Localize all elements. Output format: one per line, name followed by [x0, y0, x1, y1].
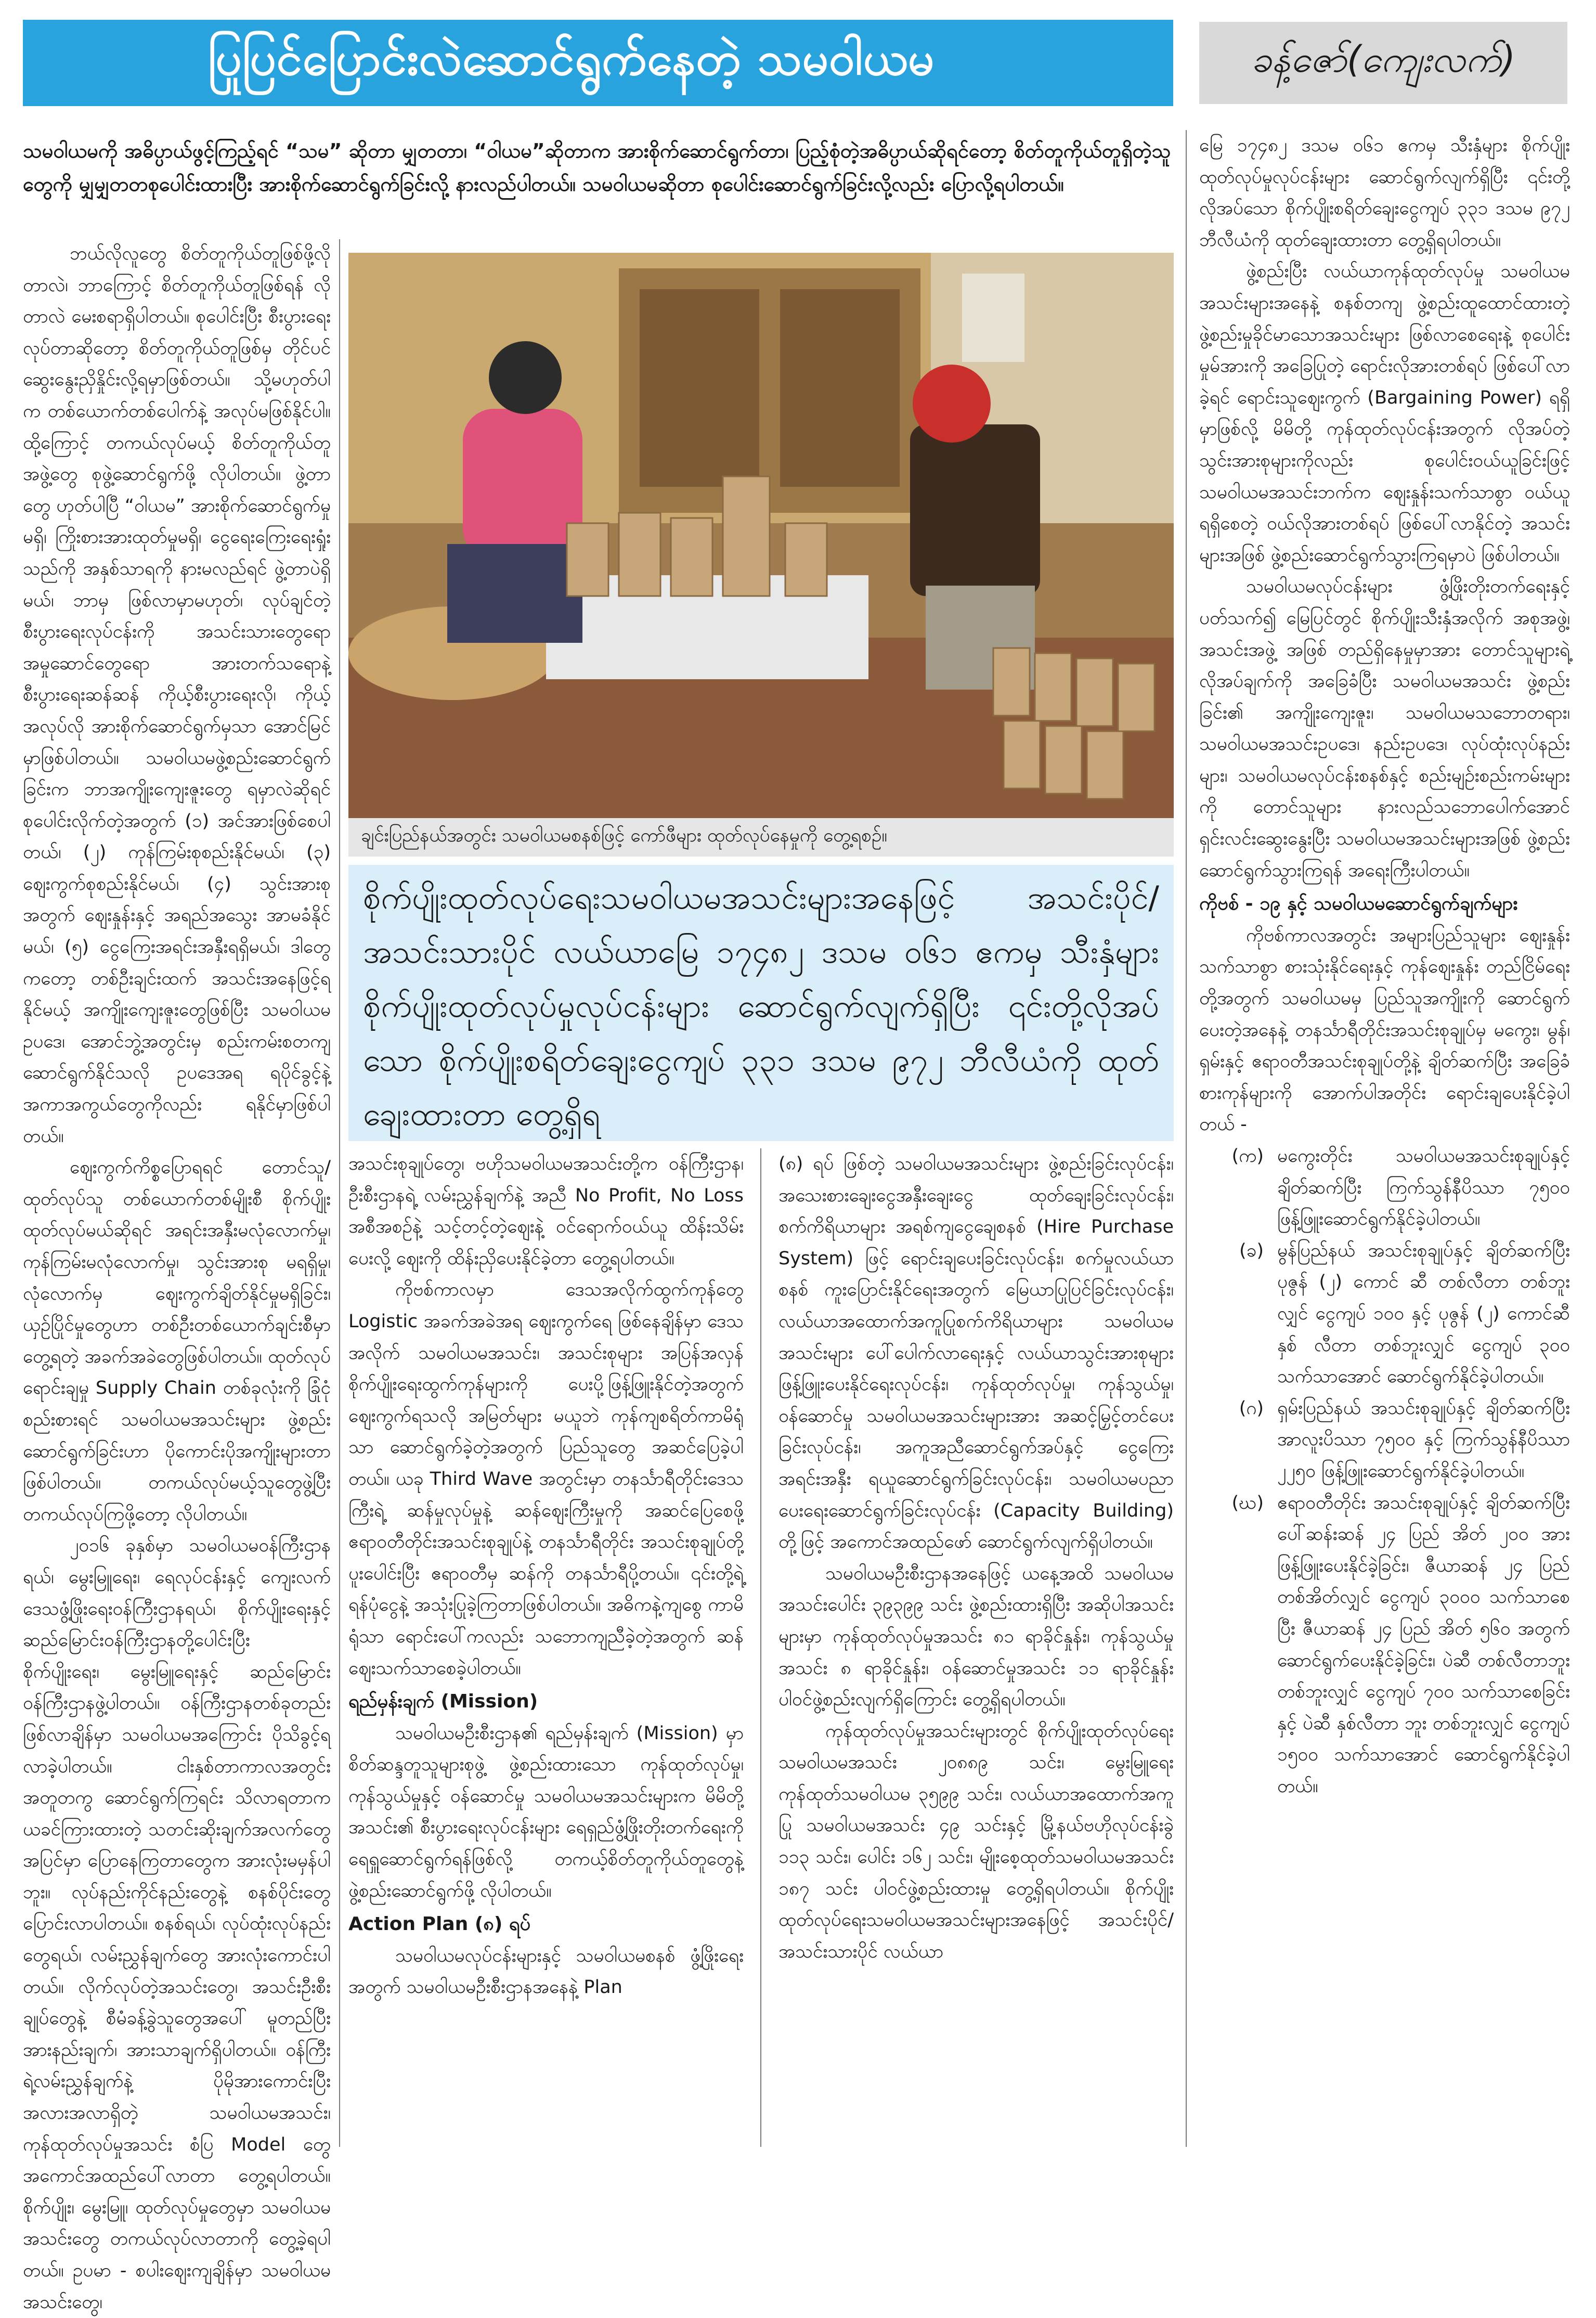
- author-box: [1199, 22, 1567, 104]
- list-item: [1199, 1487, 1570, 1803]
- col1-paragraph: ၂၀၁၆ ခုနှစ်မှာ သမဝါယမဝန်ကြီးဌာနရယ်၊ မွေးမြူရေး၊ ရေလုပ်ငန်းနှင့် ကျေးလက်ဒေသဖွံ့ဖြိုးရေးဝန်ကြီးဌာနရယ်၊ စိုက်ပျိုးရေးနှင့် ဆည်မြောင်းဝန်ကြီးဌာနတို့ပေါင်းပြီး စိုက်ပျိုးရေး၊ မွေးမြူရေးနှင့် ဆည်မြောင်းဝန်ကြီးဌာနဖွဲ့ပါတယ်။ ဝန်ကြီးဌာနတစ်ခုတည်းဖြစ်လာချိန်မှာ သမဝါယမအကြောင်း ပိုသိခွင့်ရလာခဲ့ပါတယ်။ ငါးနှစ်တာကာလအတွင်း အတူတကွ ဆောင်ရွက်ကြရင်း သိလာရတာက ယခင်ကြားထားတဲ့ သတင်းဆိုးချက်အလက်တွေ အပြင်မှာ ပြောနေကြတာတွေက အားလုံးမမှန်ပါဘူး။ လုပ်နည်းကိုင်နည်းတွေနဲ့ စနစ်ပိုင်းတွေ ပြောင်းလာပါတယ်။ စနစ်ရယ်၊ လုပ်ထုံးလုပ်နည်းတွေရယ်၊ လမ်းညွှန်ချက်တွေ အားလုံးကောင်းပါတယ်။ လိုက်လုပ်တဲ့အသင်းတွေ၊ အသင်းဦးစီးချုပ်တွေနဲ့ စီမံခန့်ခွဲသူတွေအပေါ် မူတည်ပြီး အားနည်းချက်၊ အားသာချက်ရှိပါတယ်။ ဝန်ကြီးရဲ့လမ်းညွှန်ချက်နဲ့ ပိုမိုအားကောင်းပြီး အလားအလာရှိတဲ့ သမဝါယမအသင်း၊ ကုန်ထုတ်လုပ်မှုအသင်း စံပြ Model တွေ အကောင်အထည်ပေါ်လာတာ တွေ့ရပါတယ်။ စိုက်ပျိုး၊ မွေးမြူ၊ ထုတ်လုပ်မှုတွေမှာ သမဝါယမအသင်းတွေ တကယ်လုပ်လာတာကို တွေ့ခဲ့ရပါတယ်။ ဥပမာ - စပါးဈေးကျချိန်မှာ သမဝါယမအသင်းတွေ၊: [23, 1535, 331, 2313]
- pull-quote: စိုက်ပျိုးထုတ်လုပ်ရေးသမဝါယမအသင်းများအနေဖြင့် အသင်းပိုင်/အသင်းသားပိုင် လယ်ယာမြေ ၁၇၄၈၂ ဒသမ ၀၆၁ ဧကမှ သီးနှံများ စိုက်ပျိုးထုတ်လုပ်မှုလုပ်ငန်းများ ဆောင်ရွက်လျက်ရှိပြီး ၎င်းတို့လိုအပ်သော စိုက်ပျိုးစရိတ်ချေးငွေကျပ် ၃၃၁ ဒသမ ၉၇၂ ဘီလီယံကို ထုတ်ချေးထားတာ တွေ့ရှိရ: [348, 865, 1174, 1141]
- list-item-label: (က): [1231, 1146, 1264, 1167]
- covid-actions-list: [1199, 1141, 1570, 1802]
- headline: ပြုပြင်ပြောင်းလဲဆောင်ရွက်နေတဲ့ သမဝါယမ: [208, 32, 935, 85]
- column-1: [23, 238, 331, 2313]
- article-photo: [348, 253, 1174, 818]
- list-item-text: ဧရာဝတီတိုင်း အသင်းစုချုပ်နှင့် ချိတ်ဆက်ပြီး ပေါ်ဆန်းဆန် ၂၄ ပြည် အိတ် ၂၀၀ အား ဖြန့်ဖြူးပေးနိုင်ခဲ့ခြင်း၊ ဇီယာဆန် ၂၄ ပြည် တစ်အိတ်လျှင် ငွေကျပ် ၃၀၀၀ သက်သာစေပြီး ဇီယာဆန် ၂၄ ပြည် အိတ် ၅၆၀ အတွက် ဆောင်ရွက်ပေးနိုင်ခဲ့ခြင်း၊ ပဲဆီ တစ်လီတာဘူး တစ်ဘူးလျှင် ငွေကျပ် ၇၀၀ သက်သာစေခြင်း နှင့် ပဲဆီ နှစ်လီတာ ဘူး တစ်ဘူးလျှင် ငွေကျပ် ၁၅၀၀ သက်သာအောင် ဆောင်ရွက်နိုင်ခဲ့ပါတယ်။: [1277, 1492, 1570, 1797]
- list-item-text: ရှမ်းပြည်နယ် အသင်းစုချုပ်နှင့် ချိတ်ဆက်ပြီး အာလူးပိဿာ ၇၅၀၀ နှင့် ကြက်သွန်နီပိဿာ ၂၂၅၀ ဖြန့်ဖြူးဆောင်ရွက်နိုင်ခဲ့ပါတယ်။: [1277, 1397, 1570, 1482]
- col4-paragraph: ဖွဲ့စည်းပြီး လယ်ယာကုန်ထုတ်လုပ်မှု သမဝါယမအသင်းများအနေနဲ့ စနစ်တကျ ဖွဲ့စည်းထူထောင်ထားတဲ့ ဖွဲ့စည်းမှုခိုင်မာသောအသင်းများ ဖြစ်လာစေရေးနဲ့ စုပေါင်းမှုမ်အားကို အခြေပြုတဲ့ ရောင်းလိုအားတစ်ရပ် ဖြစ်ပေါ်လာခဲ့ရင် ရောင်းသူဈေးကွက် (Bargaining Power) ရရှိမှာဖြစ်လို့ မိမိတို့ ကုန်ထုတ်လုပ်ငန်းအတွက် လိုအပ်တဲ့ သွင်းအားစုများကိုလည်း စုပေါင်းဝယ်ယူခြင်းဖြင့် သမဝါယမအသင်းဘက်က ဈေးနှုန်းသက်သာစွာ ဝယ်ယူရရှိစေတဲ့ ဝယ်လိုအားတစ်ရပ် ဖြစ်ပေါ်လာနိုင်တဲ့ အသင်းများအဖြစ် ဖွဲ့စည်းဆောင်ရွက်သွားကြရမှာပဲ ဖြစ်ပါတယ်။: [1199, 261, 1570, 566]
- col2-paragraph: အသင်းစုချုပ်တွေ၊ ဗဟိုသမဝါယမအသင်းတို့က ဝန်ကြီးဌာန၊ ဦးစီးဌာနရဲ့ လမ်းညွှန်ချက်နဲ့ အညီ No Profit, No Loss အစီအစဉ်နဲ့ သင့်တင့်တဲ့ဈေးနဲ့ ဝင်ရောက်ဝယ်ယူ ထိန်းသိမ်းပေးလို့ ဈေးကို ထိန်းညှိပေးနိုင်ခဲ့တာ တွေ့ရပါတယ်။: [348, 1154, 744, 1269]
- photo-caption: ချင်းပြည်နယ်အတွင်း သမဝါယမစနစ်ဖြင့် ကော်ဖီများ ထုတ်လုပ်နေမှုကို တွေ့ရစဉ်။: [348, 818, 1174, 857]
- list-item-label: (ဂ): [1239, 1397, 1264, 1419]
- col2-paragraph: ကိုဗစ်ကာလမှာ ဒေသအလိုက်ထွက်ကုန်တွေ Logistic အခက်အခဲအရ ဈေးကွက်ရေ ဖြစ်နေချိန်မှာ ဒေသအလိုက် သမဝါယမအသင်း၊ အသင်းစုများ အပြန်အလှန် စိုက်ပျိုးရေးထွက်ကုန်များကို ပေးပို့ဖြန့်ဖြူးနိုင်တဲ့အတွက် ဈေးကွက်ရသလို အမြတ်များ မယူဘဲ ကုန်ကျစရိတ်ကာမိရုံသာ ဆောင်ရွက်ခဲ့တဲ့အတွက် ပြည်သူတွေ အဆင်ပြေခဲ့ပါတယ်။ ယခု Third Wave အတွင်းမှာ တနင်္သာရီတိုင်းဒေသကြီးရဲ့ ဆန်မှုလုပ်မှုနဲ့ ဆန်ဈေးကြီးမှုကို အဆင်ပြေစေဖို့ ဧရာဝတီတိုင်းအသင်းစုချုပ်နဲ့ တနင်္သာရီတိုင်း အသင်းစုချုပ်တို့ ပူးပေါင်းပြီး ဧရာဝတီမှ ဆန်ကို တနင်္သာရီပို့တယ်။ ၎င်းတို့ရဲ့ ရန်ပုံငွေနဲ့ အသုံးပြုခဲ့ကြတာဖြစ်ပါတယ်။ အဓိကနဲ့ကျစွေ ကာမိရုံသာ ရောင်းပေါ်ကလည်း သဘောကျညီခဲ့တဲ့အတွက် ဆန်ဈေးသက်သာစေခဲ့ပါတယ်။: [348, 1279, 744, 1679]
- list-item: [1199, 1235, 1570, 1393]
- list-item-text: မွန်ပြည်နယ် အသင်းစုချုပ်နှင့် ချိတ်ဆက်ပြီး ပုဇွန် (၂) ကောင် ဆီ တစ်လီတာ တစ်ဘူးလျှင် ငွေကျပ် ၁၀၀ နှင့် ပုဇွန် (၂) ကောင်ဆီ နှစ် လီတာ တစ်ဘူးလျှင် ငွေကျပ် ၃၀၀ သက်သာအောင် ဆောင်ရွက်နိုင်ခဲ့ပါတယ်။: [1277, 1240, 1570, 1388]
- column-divider: [1186, 130, 1187, 2147]
- list-item-label: (ဃ): [1231, 1492, 1264, 1513]
- action-plan-heading: Action Plan (၈) ရပ်: [348, 1913, 531, 1935]
- covid-intro-paragraph: ကိုဗစ်ကာလအတွင်း အများပြည်သူများ ဈေးနှုန်းသက်သာစွာ စားသုံးနိုင်ရေးနှင့် ကုန်ဈေးနှုန်း တည်ငြိမ်ရေးတို့အတွက် သမဝါယမမှ ပြည်သူအကျိုးကို ဆောင်ရွက်ပေးတဲ့အနေနဲ့ တနင်္သာရီတိုင်းအသင်းစုချုပ်မှ မကွေး၊ မွန်၊ ရှမ်းနှင့် ဧရာဝတီအသင်းစုချုပ်တို့နဲ့ ချိတ်ဆက်ပြီး အခြေခံစားကုန်များကို အောက်ပါအတိုင်း ရောင်းချပေးနိုင်ခဲ့ပါတယ် -: [1199, 925, 1570, 1135]
- column-divider: [760, 1148, 761, 2147]
- column-divider: [339, 239, 340, 2147]
- col4-paragraph: သမဝါယမလုပ်ငန်းများ ဖွံ့ဖြိုးတိုးတက်ရေးနှင့်ပတ်သက်၍ မြေပြင်တွင် စိုက်ပျိုးသီးနှံအလိုက် အစုအဖွဲ့၊ အသင်းအဖွဲ့ အဖြစ် တည်ရှိနေမှုမှာအား တောင်သူများရဲ့ လိုအပ်ချက်ကို အခြေခံပြီး သမဝါယမအသင်း ဖွဲ့စည်းခြင်း၏ အကျိုးကျေးဇူး၊ သမဝါယမသဘောတရား၊ သမဝါယမအသင်းဥပဒေ၊ နည်းဥပဒေ၊ လုပ်ထုံးလုပ်နည်းများ၊ သမဝါယမလုပ်ငန်းစနစ်နှင့် စည်းမျဉ်းစည်းကမ်းများကို တောင်သူများ နားလည်သဘောပေါက်အောင် ရှင်းလင်းဆွေးနွေးပြီး သမဝါယမအသင်းများအဖြစ် ဖွဲ့စည်းဆောင်ရွက်သွားကြရန် အရေးကြီးပါတယ်။: [1199, 576, 1570, 881]
- coffee-packing-photo: [348, 253, 1174, 818]
- action-plan-paragraph: သမဝါယမလုပ်ငန်းများနှင့် သမဝါယမစနစ် ဖွံ့ဖြိုးရေးအတွက် သမဝါယမဦးစီးဌာနအနေနဲ့ Plan: [348, 1945, 744, 1998]
- covid-heading: ကိုဗစ် - ၁၉ နှင့် သမဝါယမဆောင်ရွက်ချက်များ: [1199, 893, 1518, 915]
- headline-banner: [23, 20, 1173, 106]
- col1-paragraph: ဘယ်လိုလူတွေ စိတ်တူကိုယ်တူဖြစ်ဖို့လိုတာလဲ၊ ဘာကြောင့် စိတ်တူကိုယ်တူဖြစ်ရန် လိုတာလဲ မေးစရာရှိပါတယ်။ စုပေါင်းပြီး စီးပွားရေးလုပ်တာဆိုတော့ စိတ်တူကိုယ်တူဖြစ်မှ တိုင်ပင်ဆွေးနွေးညှိနှိုင်းလို့ရမှာဖြစ်တယ်။ သို့မဟုတ်ပါက တစ်ယောက်တစ်ပေါက်နဲ့ အလုပ်မဖြစ်နိုင်ပါ။ ထို့ကြောင့် တကယ်လုပ်မယ့် စိတ်တူကိုယ်တူ အဖွဲ့တွေ စုဖွဲ့ဆောင်ရွက်ဖို့ လိုပါတယ်။ ဖွဲ့တာတွေ ဟုတ်ပါပြီ “ဝါယမ” အားစိုက်ဆောင်ရွက်မှုမရှိ၊ ကြိုးစားအားထုတ်မှုမရှိ၊ ငွေရေးကြေးရေးရှုံးသည်ကို အနှစ်သာရကို နားမလည်ရင် ဖွဲ့တာပဲရှိမယ်၊ ဘာမှ ဖြစ်လာမှာမဟုတ်၊ လုပ်ချင်တဲ့ စီးပွားရေးလုပ်ငန်းကို အသင်းသားတွေရော အမှုဆောင်တွေရော အားတက်သရောနဲ့ စီးပွားရေးဆန်ဆန် ကိုယ့်စီးပွားရေးလို၊ ကိုယ့်အလုပ်လို အားစိုက်ဆောင်ရွက်မှသာ အောင်မြင်မှာဖြစ်ပါတယ်။ သမဝါယမဖွဲ့စည်းဆောင်ရွက်ခြင်းက ဘာအကျိုးကျေးဇူးတွေ ရမှာလဲဆိုရင် စုပေါင်းလိုက်တဲ့အတွက် (၁) အင်အားဖြစ်စေပါတယ်၊ (၂) ကုန်ကြမ်းစုစည်းနိုင်မယ်၊ (၃) ဈေးကွက်စုစည်းနိုင်မယ်၊ (၄) သွင်းအားစုအတွက် ဈေးနှုန်းနှင့် အရည်အသွေး အာမခံနိုင်မယ်၊ (၅) ငွေကြေးအရင်းအနှီးရရှိမယ်၊ ဒါတွေကတော့ တစ်ဦးချင်းထက် အသင်းအနေဖြင့်ရနိုင်မယ့် အကျိုးကျေးဇူးတွေဖြစ်ပြီး သမဝါယမဥပဒေ၊ အောင်ဘွဲ့အတွင်းမှ စည်းကမ်းစတကျ ဆောင်ရွက်နိုင်သလို ဥပဒေအရ ရပိုင်ခွင့်နဲ့ အကာအကွယ်တွေကိုလည်း ရနိုင်မှာဖြစ်ပါတယ်။: [23, 243, 331, 1147]
- list-item: [1199, 1141, 1570, 1235]
- column-3: [778, 1148, 1174, 2147]
- column-4: [1199, 130, 1570, 2147]
- list-item: [1199, 1393, 1570, 1487]
- col1-paragraph: ဈေးကွက်ကိစ္စပြောရရင် တောင်သူ/ထုတ်လုပ်သူ တစ်ယောက်တစ်မျိုးစီ စိုက်ပျိုးထုတ်လုပ်မယ်ဆိုရင် အရင်းအနှီးမလုံလောက်မှု၊ ကုန်ကြမ်းမလုံလောက်မှု၊ သွင်းအားစု မရရှိမှု၊ လုံလောက်မှ ဈေးကွက်ချိတ်နိုင်မှုမရှိခြင်း၊ ယှဉ်ပြိုင်မှုတွေဟာ တစ်ဦးတစ်ယောက်ချင်းစီမှာ တွေ့ရတဲ့ အခက်အခဲတွေဖြစ်ပါတယ်။ ထုတ်လုပ်ရောင်းချမှု Supply Chain တစ်ခုလုံးကို ခြုံငုံစည်းစားရင် သမဝါယမအသင်းများ ဖွဲ့စည်းဆောင်ရွက်ခြင်းဟာ ပိုကောင်းပိုအကျိုးများတာ ဖြစ်ပါတယ်။ တကယ်လုပ်မယ့်သူတွေဖွဲ့ပြီး တကယ်လုပ်ကြဖို့တော့ လိုပါတယ်။: [23, 1157, 331, 1525]
- col4-paragraph: မြေ ၁၇၄၈၂ ဒသမ ၀၆၁ ဧကမှ သီးနှံများ စိုက်ပျိုးထုတ်လုပ်မှုလုပ်ငန်းများ ဆောင်ရွက်လျက်ရှိပြီး ၎င်းတို့လိုအပ်သော စိုက်ပျိုးစရိတ်ချေးငွေကျပ် ၃၃၁ ဒသမ ၉၇၂ ဘီလီယံကို ထုတ်ချေးထားတာ တွေ့ရှိရပါတယ်။: [1199, 135, 1570, 251]
- col3-paragraph: သမဝါယမဦးစီးဌာနအနေဖြင့် ယနေ့အထိ သမဝါယမအသင်းပေါင်း ၃၉၃၉၉ သင်း ဖွဲ့စည်းထားရှိပြီး အဆိုပါအသင်းများမှာ ကုန်ထုတ်လုပ်မှုအသင်း ၈၁ ရာခိုင်နှုန်း၊ ကုန်သွယ်မှုအသင်း ၈ ရာခိုင်နှုန်း၊ ဝန်ဆောင်မှုအသင်း ၁၁ ရာခိုင်နှုန်း ပါဝင်ဖွဲ့စည်းလျက်ရှိကြောင်း တွေ့ရှိရပါတယ်။: [778, 1563, 1174, 1711]
- column-2: [348, 1148, 744, 2147]
- list-item-text: မကွေးတိုင်း သမဝါယမအသင်းစုချုပ်နှင့် ချိတ်ဆက်ပြီး ကြက်သွန်နီပိဿာ ၇၅၀၀ ဖြန့်ဖြူးဆောင်ရွက်နိုင်ခဲ့ပါတယ်။: [1277, 1146, 1570, 1230]
- mission-paragraph: သမဝါယမဦးစီးဌာန၏ ရည်မှန်းချက် (Mission) မှာ စိတ်ဆန္ဒတူသူများစုဖွဲ့ ဖွဲ့စည်းထားသော ကုန်ထုတ်လုပ်မှု၊ ကုန်သွယ်မှုနှင့် ဝန်ဆောင်မှု သမဝါယမအသင်းများက မိမိတို့အသင်း၏ စီးပွားရေးလုပ်ငန်းများ ရေရှည်ဖွံ့ဖြိုးတိုးတက်ရေးကို ရေရှူဆောင်ရွက်ရန်ဖြစ်လို့ တကယ့်စိတ်တူကိုယ်တူတွေနဲ့ ဖွဲ့စည်းဆောင်ရွက်ဖို့ လိုပါတယ်။: [348, 1723, 744, 1901]
- lead-paragraph: သမဝါယမကို အဓိပ္ပာယ်ဖွင့်ကြည့်ရင် “သမ” ဆိုတာ မျှတတာ၊ “ဝါယမ”ဆိုတာက အားစိုက်ဆောင်ရွက်တာ၊ ပြည့်စုံတဲ့အဓိပ္ပာယ်ဆိုရင်တော့ စိတ်တူကိုယ်တူရှိတဲ့သူတွေကို မျှမျှတတစုပေါင်းထားပြီး အားစိုက်ဆောင်ရွက်ခြင်းလို့ နားလည်ပါတယ်။ သမဝါယမဆိုတာ စုပေါင်းဆောင်ရွက်ခြင်းလို့လည်း ပြောလို့ရပါတယ်။: [23, 139, 1171, 196]
- author-name: ခန့်ဇော်(ကျေးလက်): [1251, 37, 1516, 81]
- mission-heading: ရည်မှန်းချက် (Mission): [348, 1691, 538, 1713]
- list-item-label: (ခ): [1239, 1240, 1264, 1261]
- col3-paragraph: (၈) ရပ် ဖြစ်တဲ့ သမဝါယမအသင်းများ ဖွဲ့စည်းခြင်းလုပ်ငန်း၊ အသေးစားချေးငွေအနှီးချေးငွေ ထုတ်ချေးခြင်းလုပ်ငန်း၊ စက်ကိရိယာများ အရစ်ကျငွေချေစနစ် (Hire Purchase System) ဖြင့် ရောင်းချပေးခြင်းလုပ်ငန်း၊ စက်မှုလယ်ယာစနစ် ကူးပြောင်းနိုင်ရေးအတွက် မြေယာပြုပြင်ခြင်းလုပ်ငန်း၊ လယ်ယာအထောက်အကူပြုစက်ကိရိယာများ သမဝါယမအသင်းများ ပေါ်ပေါက်လာရေးနှင့် လယ်ယာသွင်းအားစုများ ဖြန့်ဖြူးပေးနိုင်ရေးလုပ်ငန်း၊ ကုန်ထုတ်လုပ်မှု၊ ကုန်သွယ်မှု၊ ဝန်ဆောင်မှု သမဝါယမအသင်းများအား အဆင့်မြှင့်တင်ပေးခြင်းလုပ်ငန်း၊ အကူအညီဆောင်ရွက်အပ်နှင့် ငွေကြေးအရင်းအနှီး ရယူဆောင်ရွက်ခြင်းလုပ်ငန်း၊ သမဝါယမပညာပေးရေးဆောင်ရွက်ခြင်းလုပ်ငန်း (Capacity Building) တို့ဖြင့် အကောင်အထည်ဖော် ဆောင်ရွက်လျက်ရှိပါတယ်။: [778, 1154, 1174, 1553]
- col3-paragraph: ကုန်ထုတ်လုပ်မှုအသင်းများတွင် စိုက်ပျိုးထုတ်လုပ်ရေးသမဝါယမအသင်း ၂၀၈၈၉ သင်း၊ မွေးမြူရေးကုန်ထုတ်သမဝါယမ ၃၅၉၉ သင်း၊ လယ်ယာအထောက်အကူပြု သမဝါယမအသင်း ၄၉ သင်းနှင့် မြို့နယ်ဗဟိုလုပ်ငန်းခွဲ ၁၁၃ သင်း၊ ပေါင်း ၁၆၂ သင်း၊ မျိုးစေ့ထုတ်သမဝါယမအသင်း ၁၈၇ သင်း ပါဝင်ဖွဲ့စည်းထားမှု တွေ့ရှိရပါတယ်။ စိုက်ပျိုးထုတ်လုပ်ရေးသမဝါယမအသင်းများအနေဖြင့် အသင်းပိုင်/အသင်းသားပိုင် လယ်ယာ: [778, 1720, 1174, 1962]
